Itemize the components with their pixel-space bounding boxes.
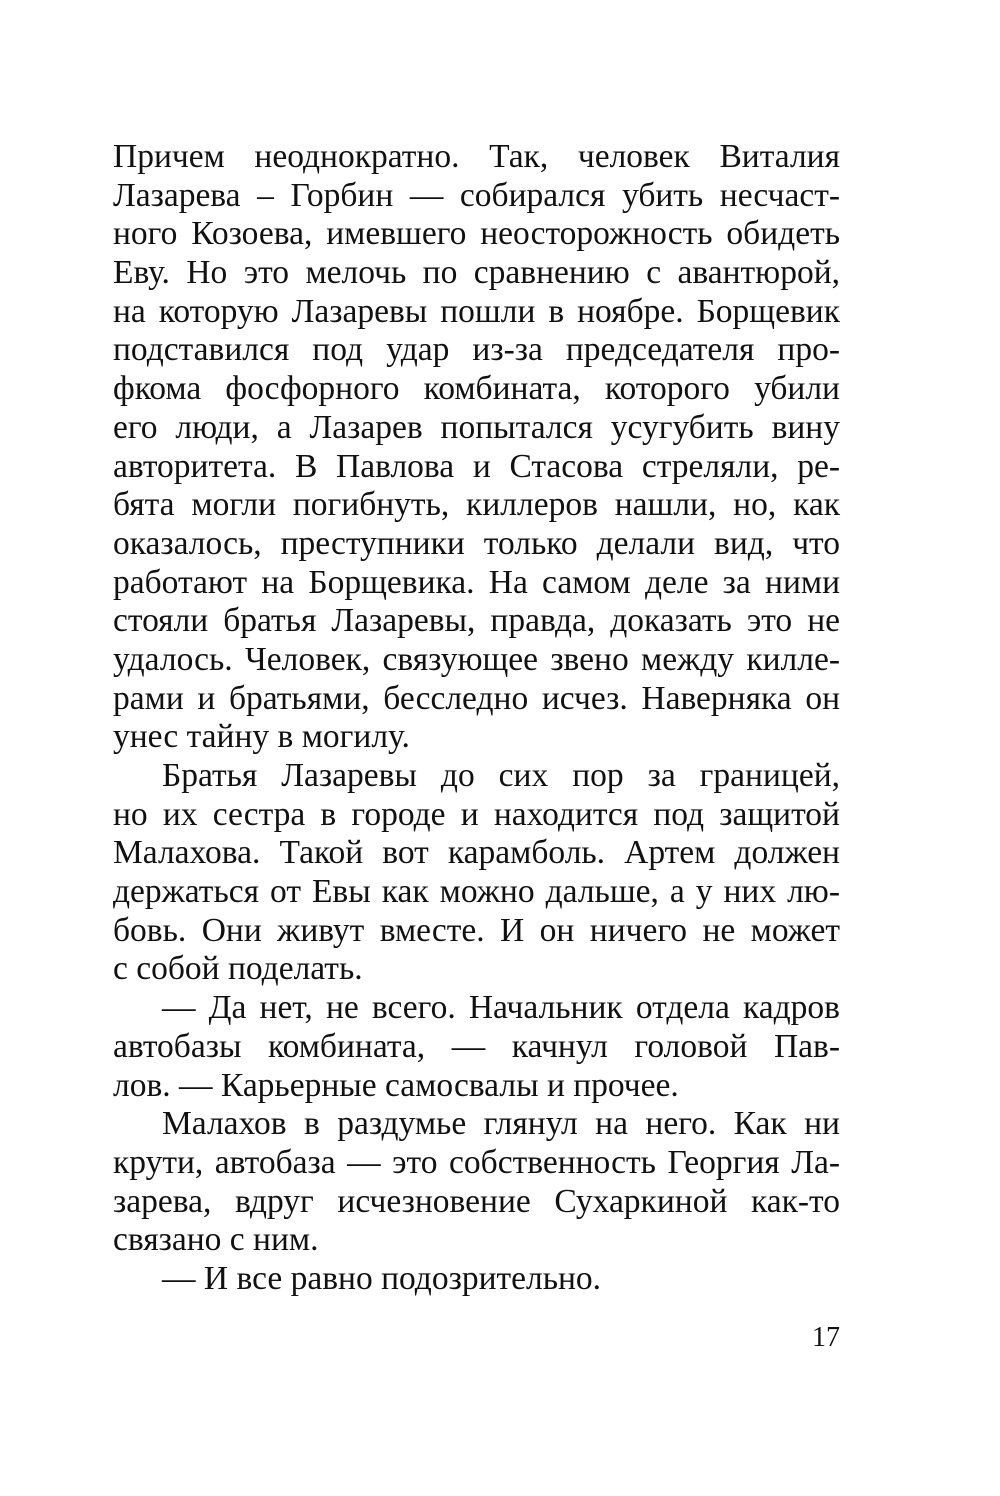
text-line: работают на Борщевика. На самом деле за ними [113, 563, 840, 601]
text-line: с собой поделать. [113, 950, 363, 988]
text-line: связано с ним. [113, 1221, 319, 1259]
text-line: на которую Лазаревы пошли в ноябре. Борщевик [113, 292, 840, 330]
text-line: фкома фосфорного комбината, которого убили [113, 370, 840, 408]
text-line: бовь. Они живут вместе. И он ничего не может [113, 911, 840, 949]
body-text [113, 138, 840, 1299]
text-line: Лазарева – Горбин — собирался убить несчаст- [113, 176, 840, 214]
text-line: Еву. Но это мелочь по сравнению с авантюрой, [113, 254, 840, 292]
text-line: Малахов в раздумье глянул на него. Как ни [162, 1105, 840, 1143]
text-line: удалось. Человек, связующее звено между килле- [113, 640, 840, 678]
text-line: оказалось, преступники только делали вид, что [113, 524, 840, 562]
text-line: подставился под удар из-за председателя про- [113, 331, 840, 369]
text-line: но их сестра в городе и находится под защитой [113, 795, 840, 833]
page-number: 17 [812, 1322, 840, 1353]
text-line: его люди, а Лазарев попытался усугубить вину [113, 408, 840, 446]
text-line: лов. — Карьерные самосвалы и прочее. [113, 1066, 679, 1104]
text-line: — Да нет, не всего. Начальник отдела кадров [162, 989, 840, 1027]
text-line: бята могли погибнуть, киллеров нашли, но, как [113, 486, 840, 524]
text-line: Малахова. Такой вот карамболь. Артем должен [113, 834, 840, 872]
text-line: зарева, вдруг исчезновение Сухаркиной как-то [113, 1182, 840, 1220]
text-line: — И все равно подозрительно. [162, 1259, 602, 1297]
text-line: крути, автобаза — это собственность Георгия Ла- [113, 1143, 840, 1181]
text-line: ного Козоева, имевшего неосторожность обидеть [113, 215, 840, 253]
text-line: автобазы комбината, — качнул головой Пав- [113, 1027, 840, 1065]
text-line: стояли братья Лазаревы, правда, доказать это не [113, 602, 840, 640]
text-line: Причем неоднократно. Так, человек Виталия [113, 138, 840, 175]
text-line: унес тайну в могилу. [113, 718, 410, 756]
text-line: авторитета. В Павлова и Стасова стреляли, ре- [113, 447, 840, 485]
text-line: Братья Лазаревы до сих пор за границей, [162, 757, 840, 794]
text-line: рами и братьями, бесследно исчез. Наверняка он [113, 679, 840, 717]
text-line: держаться от Евы как можно дальше, а у них лю- [113, 873, 840, 911]
